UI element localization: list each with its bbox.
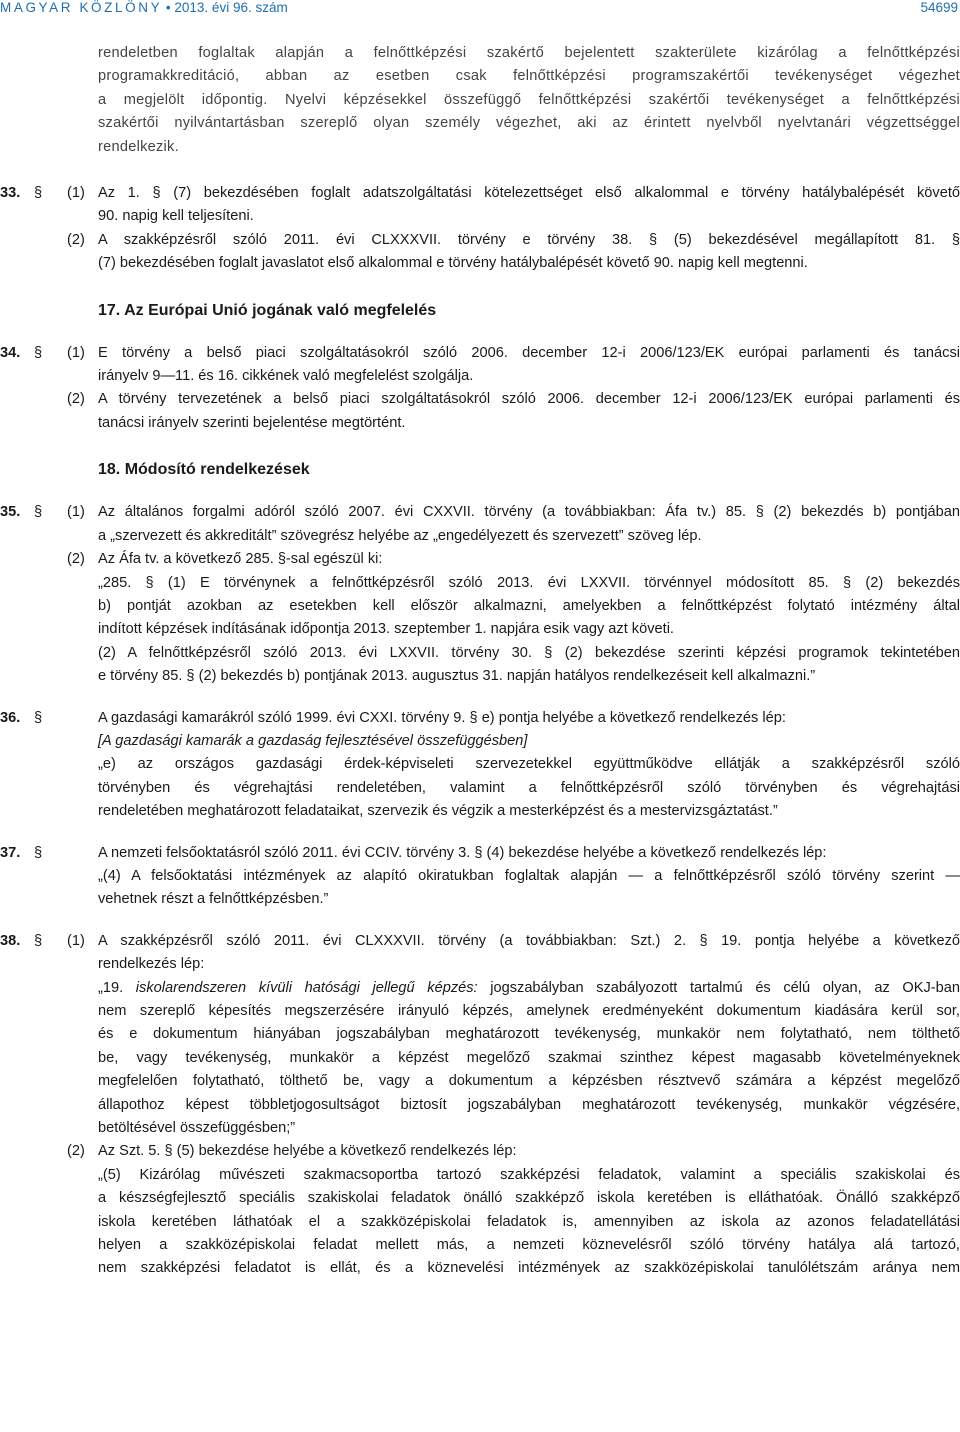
text-line: a megjelölt időpontig. Nyelvi képzésekkel összefüggő felnőttképzési szakértői tevékenységet a felnőttképzési: [98, 91, 960, 108]
section-number: 34.: [0, 344, 21, 361]
text-line: (7) bekezdésében foglalt javaslatot első alkalommal e törvény hatálybalépését követő 90. napig kell megtenni.: [98, 255, 808, 272]
intro-paragraph: [0, 42, 960, 159]
text-line: (2) A felnőttképzésről szóló 2013. évi LXXVII. törvény 30. § (2) bekezdése szerinti képzési programok tekintetében: [98, 644, 960, 661]
text-line: helyen a szakközépiskolai feladat mellett más, a nemzeti köznevelésről szóló törvény hatálya alá tartozó,: [98, 1237, 960, 1254]
section-33-sub2: [0, 229, 960, 276]
text-line: „285. § (1) E törvénynek a felnőttképzésről szóló 2013. évi LXXVII. törvénnyel módosított 85. § (2) bekezdés: [98, 574, 960, 591]
subsection-number: (2): [67, 1143, 85, 1160]
section-35-sub2: [0, 548, 960, 688]
subsection-number: (1): [67, 504, 85, 521]
section-number: 36.: [0, 709, 21, 726]
section-37: [0, 842, 960, 912]
text-line: Az 1. § (7) bekezdésében foglalt adatszolgáltatási kötelezettséget első alkalommal e törvény hatálybalépését követő: [98, 185, 960, 202]
text-line: iskola keretében láthatóak el a szakközépiskolai feladatok is, amennyiben az iskola az azonos feladatellátási: [98, 1213, 960, 1230]
text-line: „e) az országos gazdasági érdek-képviseleti szervezetekkel együttműködve ellátják a szakképzésről szóló: [98, 756, 960, 773]
text-line: törvényben és végrehajtási rendeletében, valamint a felnőttképzésről szóló törvényben és végrehajtási: [98, 779, 960, 796]
text-line: E törvény a belső piaci szolgáltatásokról szóló 2006. december 12-i 2006/123/EK európai parlamenti és tanácsi: [98, 344, 960, 361]
text-line: 90. napig kell teljesíteni.: [98, 208, 254, 225]
chapter-heading-18: 18. Módosító rendelkezések: [98, 461, 310, 479]
subsection-number: (2): [67, 231, 85, 248]
section-number: 37.: [0, 844, 21, 861]
page-number: 54699: [920, 0, 958, 15]
section-sign: §: [34, 504, 43, 521]
text-line: indított képzések indításának időpontja 2013. szeptember 1. napjára esik vagy azt követi.: [98, 621, 674, 638]
text-line: A törvény tervezetének a belső piaci szolgáltatásokról szóló 2006. december 12-i 2006/123/EK európai parlamenti és: [98, 391, 960, 408]
document-body: [0, 42, 960, 1281]
subsection-number: (1): [67, 932, 85, 949]
text-line: b) pontját azokban az esetekben kell először alkalmazni, amelyekben a felnőttképzést folytató intézmény által: [98, 597, 960, 614]
text-line: rendelkezés lép:: [98, 956, 205, 973]
section-33: [0, 182, 960, 229]
section-35: [0, 501, 960, 548]
quote-start: „19.: [98, 979, 136, 996]
text-line: betöltésével összefüggésben;”: [98, 1120, 296, 1137]
section-34: [0, 342, 960, 389]
text-line: A szakképzésről szóló 2011. évi CLXXXVII. törvény (a továbbiakban: Szt.) 2. § 19. pontja helyébe a következő: [98, 932, 960, 949]
italic-line: [A gazdasági kamarák a gazdaság fejlesztésével összefüggésben]: [98, 732, 528, 749]
page-header: [0, 0, 960, 16]
subsection-number: (1): [67, 185, 85, 202]
subsection-number: (1): [67, 344, 85, 361]
text-line: állapothoz képest többletjogosultságot biztosít jogszabályban meghatározott tevékenység, munkakör végzésére,: [98, 1096, 960, 1113]
section-38: [0, 930, 960, 1141]
text-line: Az Szt. 5. § (5) bekezdése helyébe a következő rendelkezés lép:: [98, 1143, 517, 1160]
text-line: a készségfejlesztő speciális szakiskolai feladatok önálló szakképző iskola keretében is elláthatóak. Önálló szakképző: [98, 1190, 960, 1207]
text-line: a „szervezett és akkreditált” szövegrész helyébe az „engedélyezett és szervezett” szöveg lép.: [98, 527, 702, 544]
journal-title: [0, 0, 288, 15]
text-line: tanácsi irányelv szerinti bejelentése megtörtént.: [98, 414, 406, 431]
text-line: Az Áfa tv. a következő 285. §-sal egészül ki:: [98, 551, 383, 568]
section-sign: §: [34, 709, 43, 726]
text-line: A szakképzésről szóló 2011. évi CLXXXVII. törvény e törvény 38. § (5) bekezdésével megállapított 81. §: [98, 231, 960, 248]
text-line: programakkreditáció, abban az esetben csak felnőttképzési programszakértői tevékenységet végezhet: [98, 68, 960, 85]
quote-rest: jogszabályban szabályozott tartalmú és célú olyan, az OKJ-ban: [477, 979, 960, 996]
text-line: és e dokumentum hiányában jogszabályban meghatározott tevékenység, munkakör nem folytatható, nem tölthető: [98, 1026, 960, 1043]
section-number: 38.: [0, 932, 21, 949]
text-line: „(5) Kizárólag művészeti szakmacsoportba tartozó szakképzési feladatok, valamint a speciális szakiskolai és: [98, 1166, 960, 1183]
subsection-number: (2): [67, 391, 85, 408]
text-line: irányelv 9—11. és 16. cikkének való megfelelést szolgálja.: [98, 368, 474, 385]
subsection-number: (2): [67, 551, 85, 568]
text-line: rendeletben foglaltak alapján a felnőttképzési szakértő bejelentett szakterülete kizárólag a felnőttképzési: [98, 45, 960, 61]
section-number: 33.: [0, 185, 21, 202]
text-line: megfelelően folytatható, tölthető be, vagy a dokumentum a képzésben résztvevő számára a képzést megelőző: [98, 1073, 960, 1090]
text-line: e törvény 85. § (2) bekezdés b) pontjának 2013. augusztus 31. napján hatályos rendelkezéseit kell alkalmazni.”: [98, 668, 816, 685]
text-line: A gazdasági kamarákról szóló 1999. évi CXXI. törvény 9. § e) pontja helyébe a következő rendelkezés lép:: [98, 709, 786, 726]
section-number: 35.: [0, 504, 21, 521]
text-line: be, vagy tevékenység, munkakör a képzést megelőző szakmai szinthez képest magasabb követelményeknek: [98, 1049, 960, 1066]
section-36: [0, 707, 960, 824]
section-sign: §: [34, 932, 43, 949]
section-sign: §: [34, 344, 43, 361]
section-34-sub2: [0, 388, 960, 435]
section-sign: §: [34, 844, 43, 861]
section-38-sub2: [0, 1140, 960, 1280]
text-line: rendeletében meghatározott feladataikat, szervezik és végzik a mesterképzést és a mestervizsgáztatást.”: [98, 803, 778, 820]
text-line: szakértői nyilvántartásban szereplő olyan személy végezhet, aki az érintett nyelvből nyelvtanári végzettséggel: [98, 115, 960, 132]
text-line: Az általános forgalmi adóról szóló 2007. évi CXXVII. törvény (a továbbiakban: Áfa tv.) 85. § (2) bekezdés b) pontjában: [98, 504, 960, 521]
text-line: A nemzeti felsőoktatásról szóló 2011. évi CCIV. törvény 3. § (4) bekezdése helyébe a következő rendelkezés lép:: [98, 844, 827, 861]
text-line: rendelkezik.: [98, 138, 179, 155]
defined-term: iskolarendszeren kívüli hatósági jellegű képzés:: [135, 979, 478, 996]
issue-info: • 2013. évi 96. szám: [162, 0, 288, 15]
text-line: vehetnek részt a felnőttképzésben.”: [98, 891, 329, 908]
text-line: nem szakképzési feladatot is ellát, és a köznevelési intézmények az szakközépiskolai tanulólétszám aránya nem: [98, 1260, 960, 1277]
chapter-heading-17: 17. Az Európai Unió jogának való megfelelés: [98, 301, 437, 319]
text-line: „(4) A felsőoktatási intézmények az alapító okiratukban foglaltak alapján — a felnőttképzésről szóló törvény szerint —: [98, 867, 960, 884]
text-line: nem szereplő képesítés megszerzésére irányuló képzés, amelynek eredményeként dokumentum kiadására kerül sor,: [98, 1003, 960, 1019]
text-line: [98, 977, 960, 1000]
section-sign: §: [34, 185, 43, 202]
journal-name: MAGYAR KÖZLÖNY: [0, 0, 163, 15]
